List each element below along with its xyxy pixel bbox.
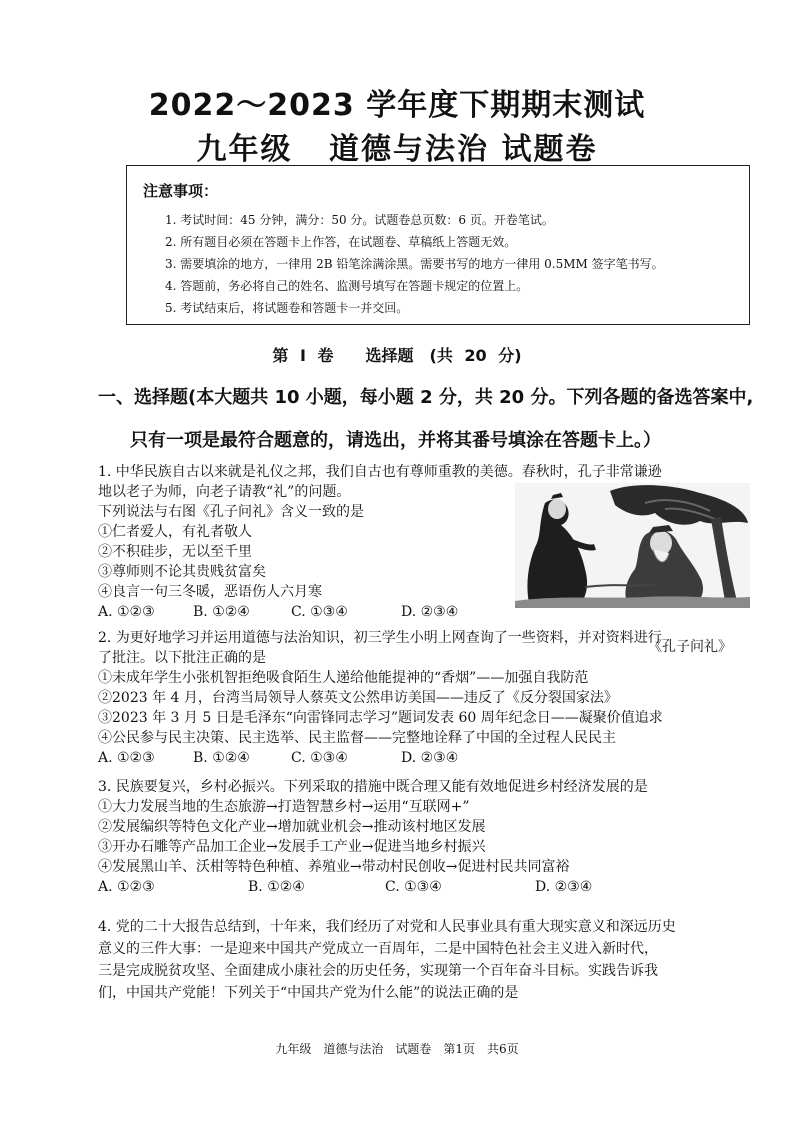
question-stem: 三是完成脱贫攻坚、全面建成小康社会的历史任务，实现第一个百年奋斗目标。实践告诉我: [98, 963, 658, 979]
question-4: [98, 916, 758, 1004]
statement-item: ①大力发展当地的生态旅游→打造智慧乡村→运用“互联网+”: [98, 799, 470, 815]
statement-item: ②2023 年 4 月，台湾当局领导人蔡英文公然串访美国——违反了《反分裂国家法》: [98, 690, 618, 706]
notice-item: 3. 需要填涂的地方，一律用 2B 铅笔涂满涂黑。需要书写的地方一律用 0.5MM 签字笔书写。: [165, 257, 664, 271]
option-b: B. ①②④: [193, 604, 250, 620]
notice-item: 1. 考试时间：45 分钟，满分：50 分。试题卷总页数：6 页。开卷笔试。: [165, 213, 554, 227]
option-d: D. ②③④: [401, 604, 459, 620]
question-stem: 2. 为更好地学习并运用道德与法治知识，初三学生小明上网查询了一些资料，并对资料进行: [98, 630, 662, 646]
confucius-illustration: [515, 483, 750, 608]
option-a: A. ①②③: [98, 879, 155, 895]
option-c: C. ①③④: [291, 604, 348, 620]
notice-item: 5. 考试结束后，将试题卷和答题卡一并交回。: [165, 301, 409, 315]
option-b: B. ①②④: [193, 750, 250, 766]
option-d: D. ②③④: [401, 750, 459, 766]
question-stem: 4. 党的二十大报告总结到，十年来，我们经历了对党和人民事业具有重大现实意义和深远历史: [98, 919, 676, 935]
section-heading: 第 I 卷 选择题 (共 20 分): [272, 346, 522, 365]
statement-item: ④发展黑山羊、沃柑等特色种植、养殖业→带动村民创收→促进村民共同富裕: [98, 859, 570, 875]
option-c: C. ①③④: [291, 750, 348, 766]
statement-item: ②发展编织等特色文化产业→增加就业机会→推动该村地区发展: [98, 819, 486, 835]
statement-item: ④公民参与民主决策、民主选举、民主监督——完整地诠释了中国的全过程人民民主: [98, 730, 616, 746]
question-stem: 1. 中华民族自古以来就是礼仪之邦，我们自古也有尊师重教的美德。春秋时，孔子非常谦逊: [98, 464, 662, 480]
notice-title: 注意事项：: [143, 182, 219, 200]
question-stem: 地以老子为师，向老子请教“礼”的问题。: [98, 484, 351, 500]
question-stem: 意义的三件大事：一是迎来中国共产党成立一百周年，二是中国特色社会主义进入新时代，: [98, 941, 658, 957]
answer-options: [98, 748, 758, 768]
question-2: [98, 628, 758, 768]
question-3: [98, 777, 758, 897]
page-footer: 九年级 道德与法治 试题卷 第1页 共6页: [275, 1042, 519, 1056]
question-stem: 下列说法与右图《孔子问礼》含义一致的是: [98, 504, 364, 520]
exam-title: 2022～2023 学年度下期期末测试: [148, 88, 646, 123]
statement-item: ④良言一句三冬暖，恶语伤人六月寒: [98, 584, 322, 600]
statement-item: ③尊师则不论其贵贱贫富矣: [98, 564, 266, 580]
option-a: A. ①②③: [98, 750, 155, 766]
option-a: A. ①②③: [98, 604, 155, 620]
figure-caption: 《孔子问礼》: [648, 639, 732, 655]
statement-item: ①未成年学生小张机智拒绝吸食陌生人递给他能提神的“香烟”——加强自我防范: [98, 670, 589, 686]
statement-item: ②不积硅步，无以至千里: [98, 544, 252, 560]
exam-subtitle: [0, 124, 794, 168]
question-stem: 了批注。以下批注正确的是: [98, 650, 266, 666]
option-c: C. ①③④: [385, 879, 442, 895]
question-stem: 们，中国共产党能！下列关于“中国共产党为什么能”的说法正确的是: [98, 985, 519, 1001]
statement-item: ③2023 年 3 月 5 日是毛泽东“向雷锋同志学习”题词发表 60 周年纪念日——凝聚价值追求: [98, 710, 663, 726]
answer-options: [98, 877, 758, 897]
option-d: D. ②③④: [535, 879, 593, 895]
section-instruction-line1: 一、选择题(本大题共 10 小题，每小题 2 分，共 20 分。下列各题的备选答案中,: [98, 387, 754, 408]
grade-label: 九年级: [196, 132, 293, 167]
question-stem: 3. 民族要复兴，乡村必振兴。下列采取的措施中既合理又能有效地促进乡村经济发展的是: [98, 779, 648, 795]
statement-item: ①仁者爱人，有礼者敬人: [98, 524, 252, 540]
notice-item: 2. 所有题目必须在答题卡上作答，在试题卷、草稿纸上答题无效。: [165, 235, 517, 249]
notice-box: [126, 165, 750, 325]
notice-item: 4. 答题前，务必将自己的姓名、监测号填写在答题卡规定的位置上。: [165, 279, 529, 293]
statement-item: ③开办石雕等产品加工企业→发展手工产业→促进当地乡村振兴: [98, 839, 486, 855]
subject-label: 道德与法治 试题卷: [329, 132, 598, 167]
section-instruction-line2: 只有一项是最符合题意的，请选出，并将其番号填涂在答题卡上。）: [130, 430, 661, 451]
option-b: B. ①②④: [248, 879, 305, 895]
